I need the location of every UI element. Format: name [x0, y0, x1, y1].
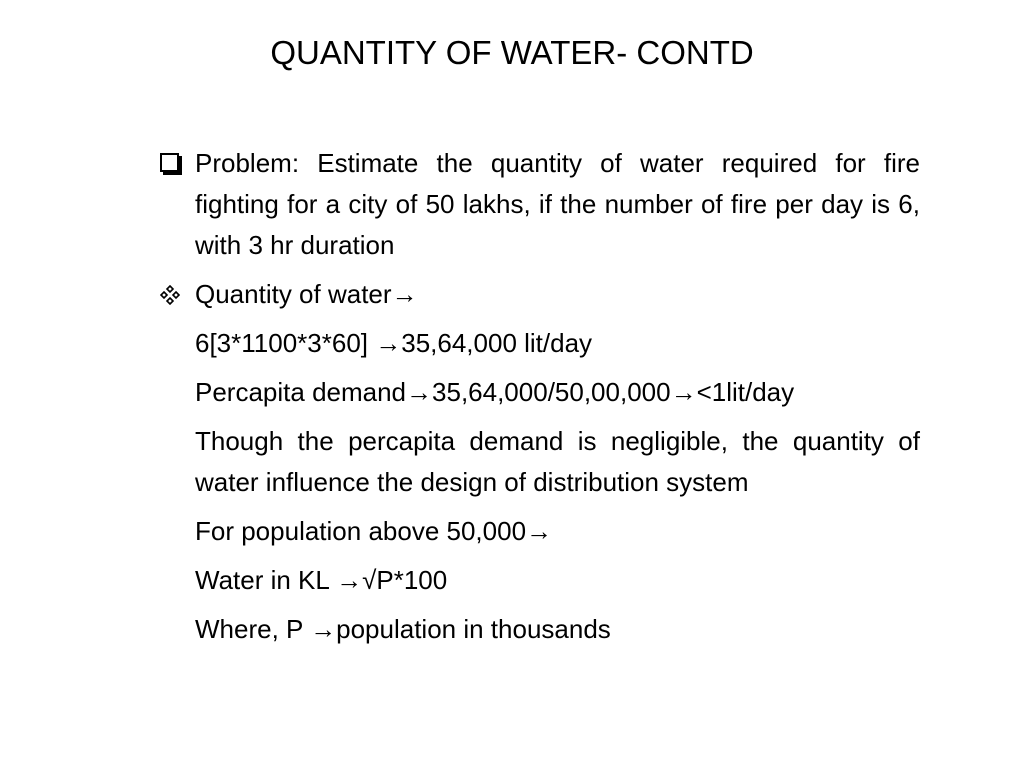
- population-condition-line: For population above 50,000→: [195, 516, 553, 546]
- quantity-text: Quantity of water→: [195, 279, 418, 309]
- formula-line: Water in KL →√P*100: [195, 565, 448, 595]
- note-paragraph: Though the percapita demand is negligible, the quantity of water influence the design of distribution system: [195, 426, 920, 497]
- slide-title: QUANTITY OF WATER- CONTD: [270, 34, 754, 71]
- checkbox-bullet-icon: [160, 143, 186, 184]
- slide-content: [160, 143, 920, 658]
- calculation-line: 6[3*1100*3*60] →35,64,000 lit/day: [195, 328, 593, 358]
- quantity-item: [160, 274, 920, 315]
- percapita-demand-line: Percapita demand→35,64,000/50,00,000→<1lit/day: [195, 377, 795, 407]
- problem-text: Problem: Estimate the quantity of water required for fire fighting for a city of 50 lakhs, if the number of fire per day is 6, with 3 hr duration: [195, 148, 920, 260]
- four-diamond-bullet-icon: [160, 274, 186, 315]
- problem-item: [160, 143, 920, 266]
- definition-line: Where, P →population in thousands: [195, 614, 611, 644]
